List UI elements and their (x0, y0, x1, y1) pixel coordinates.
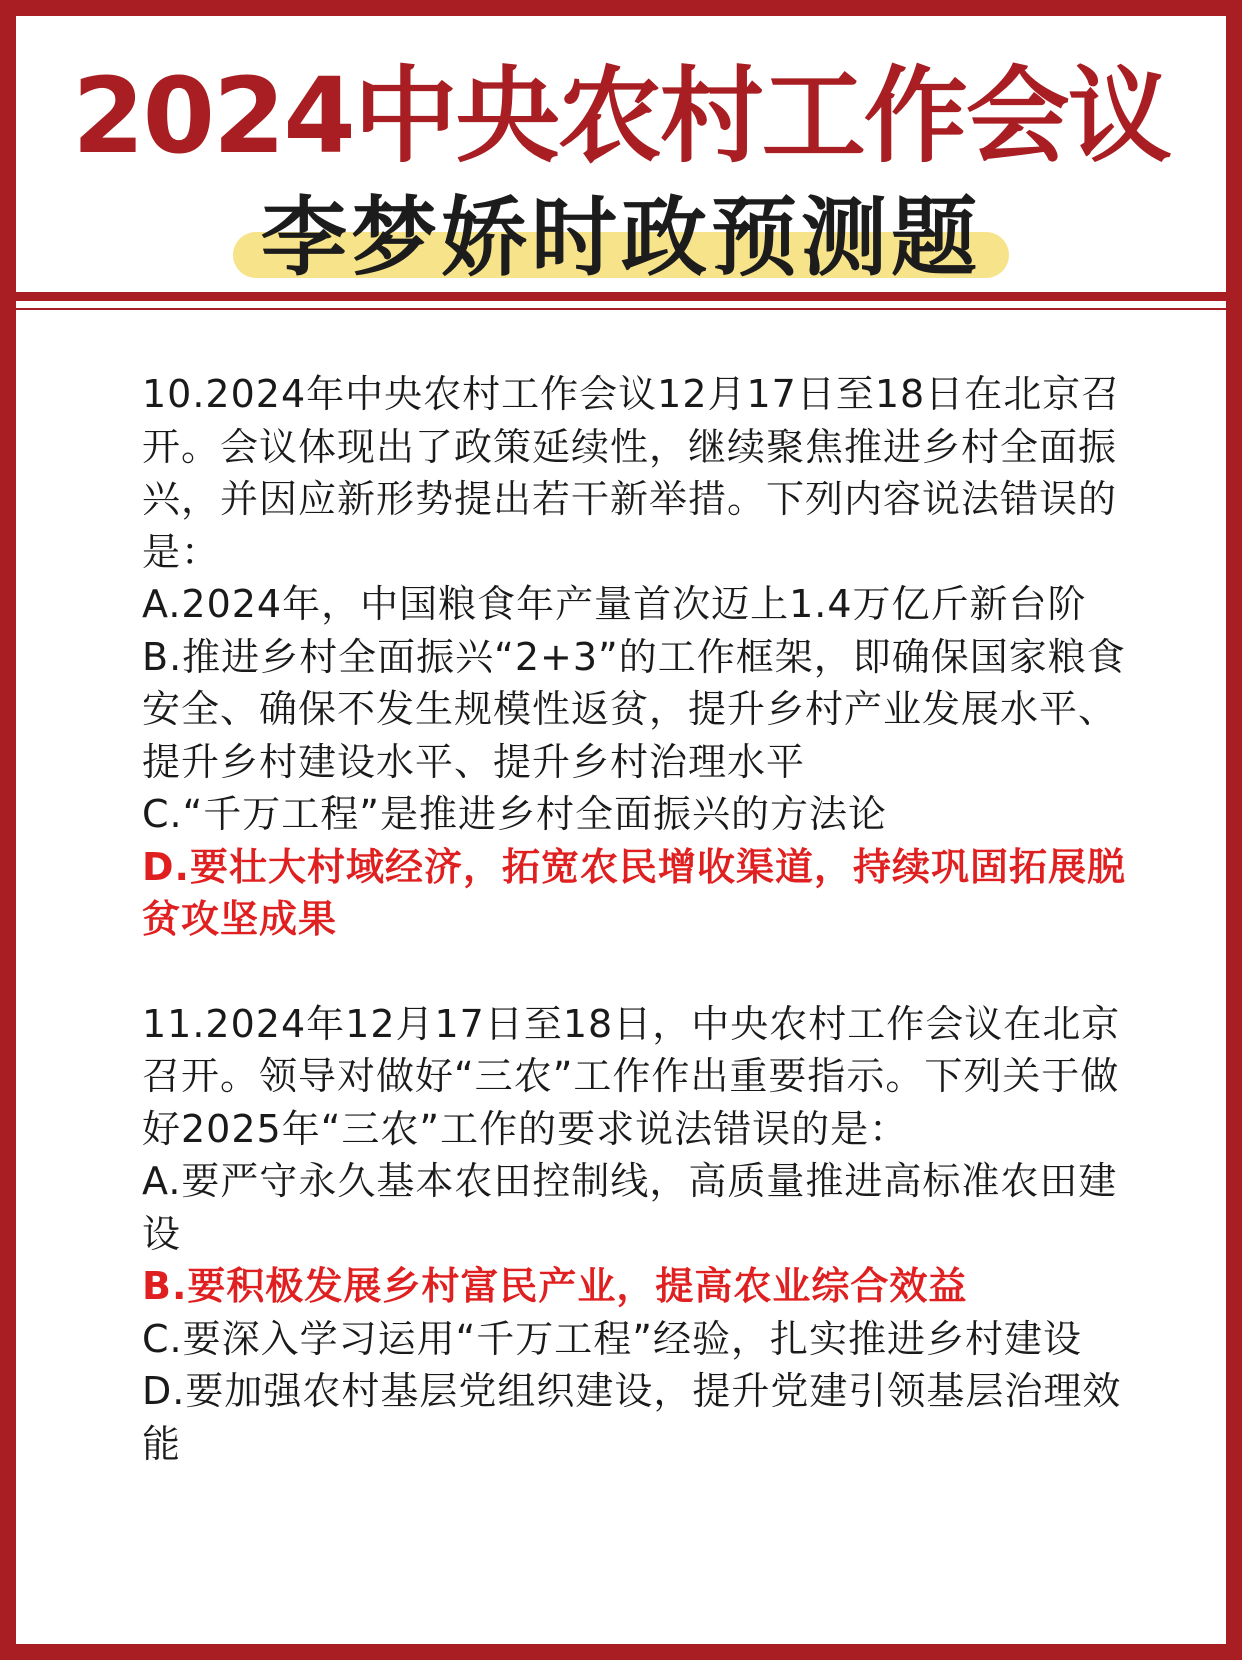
page-subtitle: 李梦娇时政预测题 (233, 188, 1009, 288)
question-10 (142, 368, 1142, 946)
option-d: D.要加强农村基层党组织建设，提升党建引领基层治理效能 (142, 1369, 1122, 1466)
subtitle-wrap (16, 188, 1226, 288)
option-a: A.要严守永久基本农田控制线，高质量推进高标准农田建设 (142, 1159, 1118, 1256)
header-divider-thin (16, 308, 1226, 310)
header-divider-thick (16, 292, 1226, 301)
question-stem: 11.2024年12月17日至18日，中央农村工作会议在北京召开。领导对做好“三农”工作作出重要指示。下列关于做好2025年“三农”工作的要求说法错误的是： (142, 1001, 1121, 1151)
question-stem: 10.2024年中央农村工作会议12月17日至18日在北京召开。会议体现出了政策延续性，继续聚焦推进乡村全面振兴，并因应新形势提出若干新举措。下列内容说法错误的是： (142, 372, 1121, 574)
option-b: B.推进乡村全面振兴“2+3”的工作框架，即确保国家粮食安全、确保不发生规模性返贫，提升乡村产业发展水平、提升乡村建设水平、提升乡村治理水平 (142, 634, 1126, 784)
header (16, 16, 1226, 292)
option-b-answer: B.要积极发展乡村富民产业，提高农业综合效益 (142, 1264, 968, 1308)
question-11 (142, 998, 1142, 1471)
question-gap (142, 946, 1142, 998)
option-c: C.要深入学习运用“千万工程”经验，扎实推进乡村建设 (142, 1316, 1082, 1361)
option-c: C.“千万工程”是推进乡村全面振兴的方法论 (142, 792, 887, 836)
question-list (142, 368, 1142, 1470)
option-d-answer: D.要壮大村域经济，拓宽农民增收渠道，持续巩固拓展脱贫攻坚成果 (142, 844, 1126, 941)
option-a: A.2024年，中国粮食年产量首次迈上1.4万亿斤新台阶 (142, 582, 1087, 626)
page-title: 2024中央农村工作会议 (72, 55, 1170, 177)
